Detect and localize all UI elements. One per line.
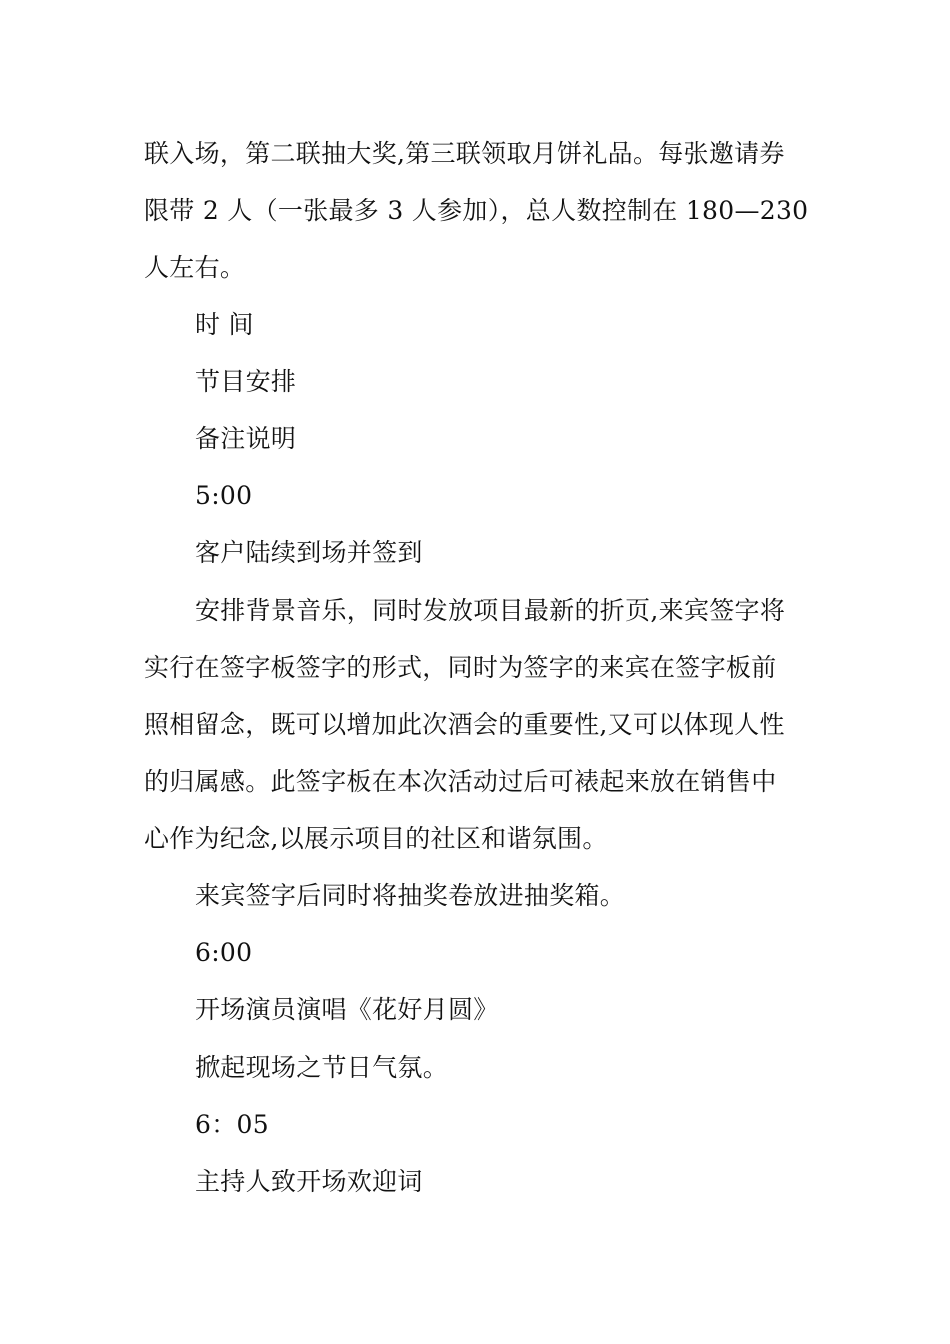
notes-paragraph-1: [144, 582, 814, 867]
table-header-time: 时 间: [195, 310, 254, 339]
text-line: 联入场，第二联抽大奖,第三联领取月饼礼品。每张邀请券: [144, 139, 785, 168]
time-slot-2: 6:00: [195, 938, 253, 967]
table-header-program: 节目安排: [195, 367, 297, 396]
text-line: 照相留念，既可以增加此次酒会的重要性,又可以体现人性: [144, 710, 785, 739]
time-slot-1: 5:00: [195, 481, 253, 510]
paragraph-invitation-rules: [144, 125, 814, 296]
text-line: 心作为纪念,以展示项目的社区和谐氛围。: [144, 824, 608, 853]
table-header-notes: 备注说明: [195, 424, 297, 453]
program-item-1: 客户陆续到场并签到: [195, 538, 423, 567]
program-item-3: 主持人致开场欢迎词: [195, 1167, 423, 1196]
text-line: 实行在签字板签字的形式，同时为签字的来宾在签字板前: [144, 653, 777, 682]
notes-paragraph-2: 掀起现场之节日气氛。: [195, 1053, 449, 1082]
text-line: 的归属感。此签字板在本次活动过后可裱起来放在销售中: [144, 767, 777, 796]
text-line: 安排背景音乐，同时发放项目最新的折页,来宾签字将: [195, 596, 786, 625]
program-item-2: 开场演员演唱《花好月圆》: [195, 995, 499, 1024]
time-slot-3: 6：05: [195, 1110, 269, 1139]
notes-paragraph-1b: 来宾签字后同时将抽奖卷放进抽奖箱。: [195, 881, 626, 910]
text-line: 人左右。: [144, 253, 246, 282]
text-line: 限带 2 人（一张最多 3 人参加），总人数控制在 180—230: [144, 196, 809, 225]
